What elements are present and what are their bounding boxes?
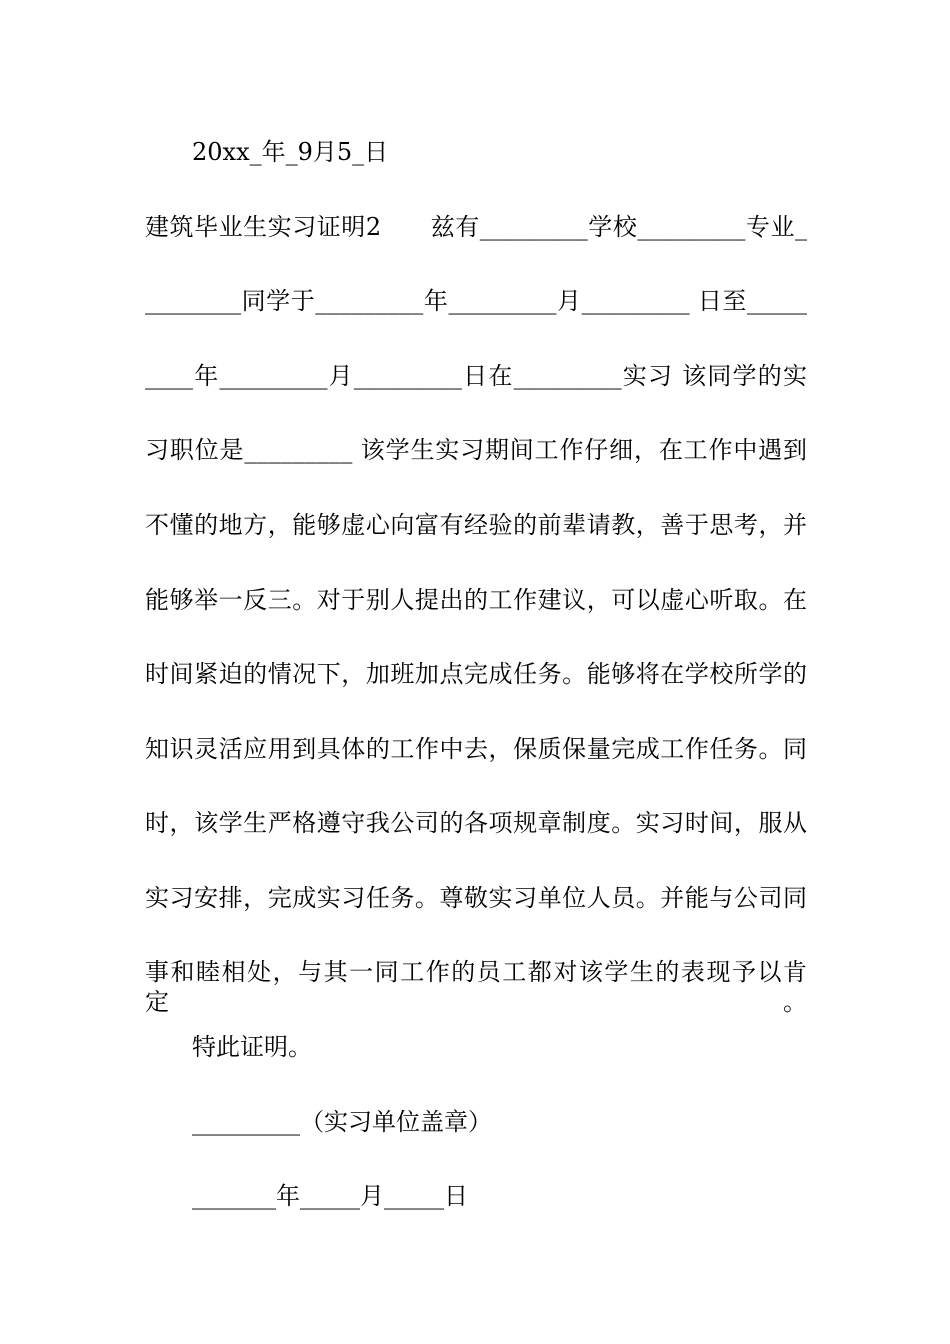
body-line: ____年_________月_________日在_________实习 该同学的实 [145,362,807,390]
body-line: 习职位是_________ 该学生实习期间工作仔细，在工作中遇到 [145,436,807,464]
body-line: 时，该学生严格遵守我公司的各项规章制度。实习时间，服从 [145,809,807,837]
date-line: 20xx_年_9月5_日 [192,138,389,166]
seal-line: _________（实习单位盖章） [192,1108,492,1136]
closing-statement: 特此证明。 [192,1033,312,1061]
body-line: 建筑毕业生实习证明2 兹有_________学校_________专业_ [145,213,807,241]
body-line: ________同学于_________年_________月_________ 日至_____ [145,287,807,315]
body-line: 能够举一反三。对于别人提出的工作建议，可以虚心听取。在 [145,586,807,614]
body-line: 事和睦相处，与其一同工作的员工都对该学生的表现予以肯定。 [145,958,807,1016]
body-line: 不懂的地方，能够虚心向富有经验的前辈请教，善于思考，并 [145,511,807,539]
signature-date: _______年_____月_____日 [192,1182,468,1210]
body-line: 知识灵活应用到具体的工作中去，保质保量完成工作任务。同 [145,735,807,763]
body-line: 实习安排，完成实习任务。尊敬实习单位人员。并能与公司同 [145,884,807,912]
body-line: 时间紧迫的情况下，加班加点完成任务。能够将在学校所学的 [145,660,807,688]
